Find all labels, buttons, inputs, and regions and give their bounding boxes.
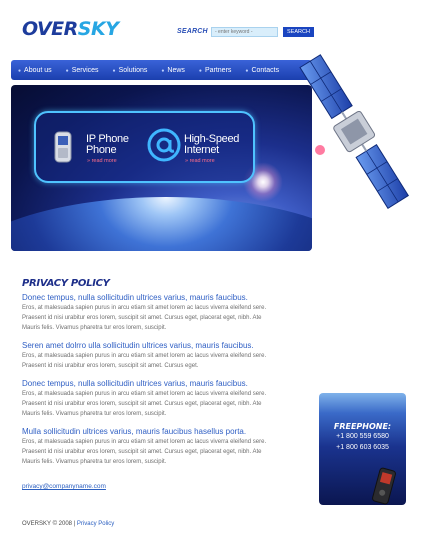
nav-item-label: Partners: [204, 66, 232, 74]
footer-privacy-link[interactable]: Privacy Policy: [76, 521, 115, 527]
bullet-icon: ●: [198, 67, 202, 74]
nav-item-solutions[interactable]: [113, 67, 148, 74]
bullet-icon: ●: [18, 67, 22, 74]
nav-item-news[interactable]: [161, 67, 185, 74]
paragraph-lead: Donec tempus, nulla sollicitudin ultrices varius, mauris faucibus.: [22, 379, 248, 388]
paragraph: [22, 341, 305, 371]
paragraph-line: Praesent id nisi urabitur eros lorem, suscipit sit amet. Cursus eget, placerat eget, nibh. Ate: [22, 401, 262, 407]
paragraph-line: Eros, at malesuada sapien purus in arcu etiam sit amet lorem ac lacus viverra eleifend sere.: [22, 353, 267, 359]
paragraph: [22, 427, 305, 467]
satellite-image: [280, 46, 430, 216]
paragraph-line: Mauris felis. Vivamus pharetra tur eros lorem, suscipit.: [22, 325, 167, 331]
nav-item-contacts[interactable]: [245, 67, 279, 74]
mobile-phone-image: [371, 467, 397, 505]
feature-ip-phone-line2: Phone: [86, 144, 117, 156]
feature-ip-phone-line1: IP Phone: [86, 133, 129, 145]
paragraph-line: Praesent id nisi urabitur eros lorem, suscipit sit amet. Cursus eget.: [22, 363, 199, 369]
paragraph-line: Praesent id nisi urabitur eros lorem, suscipit sit amet. Cursus eget, placerat eget, nibh. Ate: [22, 315, 262, 321]
search-label: SEARCH: [177, 28, 208, 35]
privacy-email-link[interactable]: privacy@companyname.com: [22, 483, 106, 490]
bullet-icon: ●: [161, 67, 165, 74]
site-logo[interactable]: [22, 18, 118, 40]
freephone-number: +1 800 603 6035: [336, 444, 389, 451]
bullet-icon: ●: [245, 67, 249, 74]
main-nav: [11, 60, 312, 80]
footer-copyright: OVERSKY © 2008 |: [22, 521, 76, 527]
feature-internet-line2: Internet: [184, 144, 219, 156]
paragraph: [22, 379, 305, 419]
freephone-title: FREEPHONE:: [333, 422, 392, 431]
features-panel: [34, 111, 255, 183]
nav-item-label: Contacts: [251, 66, 280, 74]
nav-item-partners[interactable]: [199, 67, 232, 74]
paragraph-line: Eros, at malesuada sapien purus in arcu etiam sit amet lorem ac lacus viverra eleifend sere.: [22, 305, 267, 311]
nav-item-about-us[interactable]: [18, 67, 52, 74]
paragraph-line: Eros, at malesuada sapien purus in arcu etiam sit amet lorem ac lacus viverra eleifend sere.: [22, 391, 267, 397]
paragraph-line: Eros, at malesuada sapien purus in arcu etiam sit amet lorem ac lacus viverra eleifend sere.: [22, 439, 267, 445]
paragraph-line: Mauris felis. Vivamus pharetra tur eros lorem, suscipit.: [22, 411, 167, 417]
nav-item-label: News: [167, 66, 185, 74]
bullet-icon: ●: [65, 67, 69, 74]
nav-item-label: About us: [24, 66, 52, 74]
nav-item-label: Services: [71, 66, 99, 74]
freephone-number: +1 800 559 6580: [336, 433, 389, 440]
earth-horizon-image: [11, 197, 312, 251]
bullet-icon: ●: [112, 67, 116, 74]
paragraph-lead: Seren amet dolrro ulla sollicitudin ultrices varius, mauris faucibus.: [22, 341, 254, 350]
paragraph-line: Praesent id nisi urabitur eros lorem, suscipit sit amet. Cursus eget, placerat eget, nibh. Ate: [22, 449, 262, 455]
hero-banner: [11, 85, 312, 251]
paragraph-lead: Donec tempus, nulla sollicitudin ultrices varius, mauris faucibus.: [22, 293, 248, 302]
nav-item-services[interactable]: [66, 67, 99, 74]
logo-part-1: OVER: [22, 18, 78, 40]
feature-ip-phone-read-more[interactable]: » read more: [87, 158, 117, 164]
search-button[interactable]: SEARCH: [283, 27, 314, 37]
logo-part-2: SKY: [77, 18, 119, 40]
privacy-content: [22, 278, 305, 493]
feature-internet-read-more[interactable]: » read more: [185, 158, 215, 164]
freephone-box: [319, 393, 406, 505]
page-title: PRIVACY POLICY: [22, 278, 110, 289]
at-sign-icon: [147, 128, 181, 162]
paragraph-line: Mauris felis. Vivamus pharetra tur eros lorem, suscipit.: [22, 459, 167, 465]
feature-internet-line1: High-Speed: [184, 133, 240, 145]
cell-phone-icon: [52, 131, 74, 163]
search-input[interactable]: [211, 27, 278, 37]
footer: [22, 521, 114, 527]
paragraph-lead: Mulla sollicitudin ultrices varius, mauris faucibus hasellus porta.: [22, 427, 247, 436]
paragraph: [22, 293, 305, 333]
nav-item-label: Solutions: [118, 66, 148, 74]
